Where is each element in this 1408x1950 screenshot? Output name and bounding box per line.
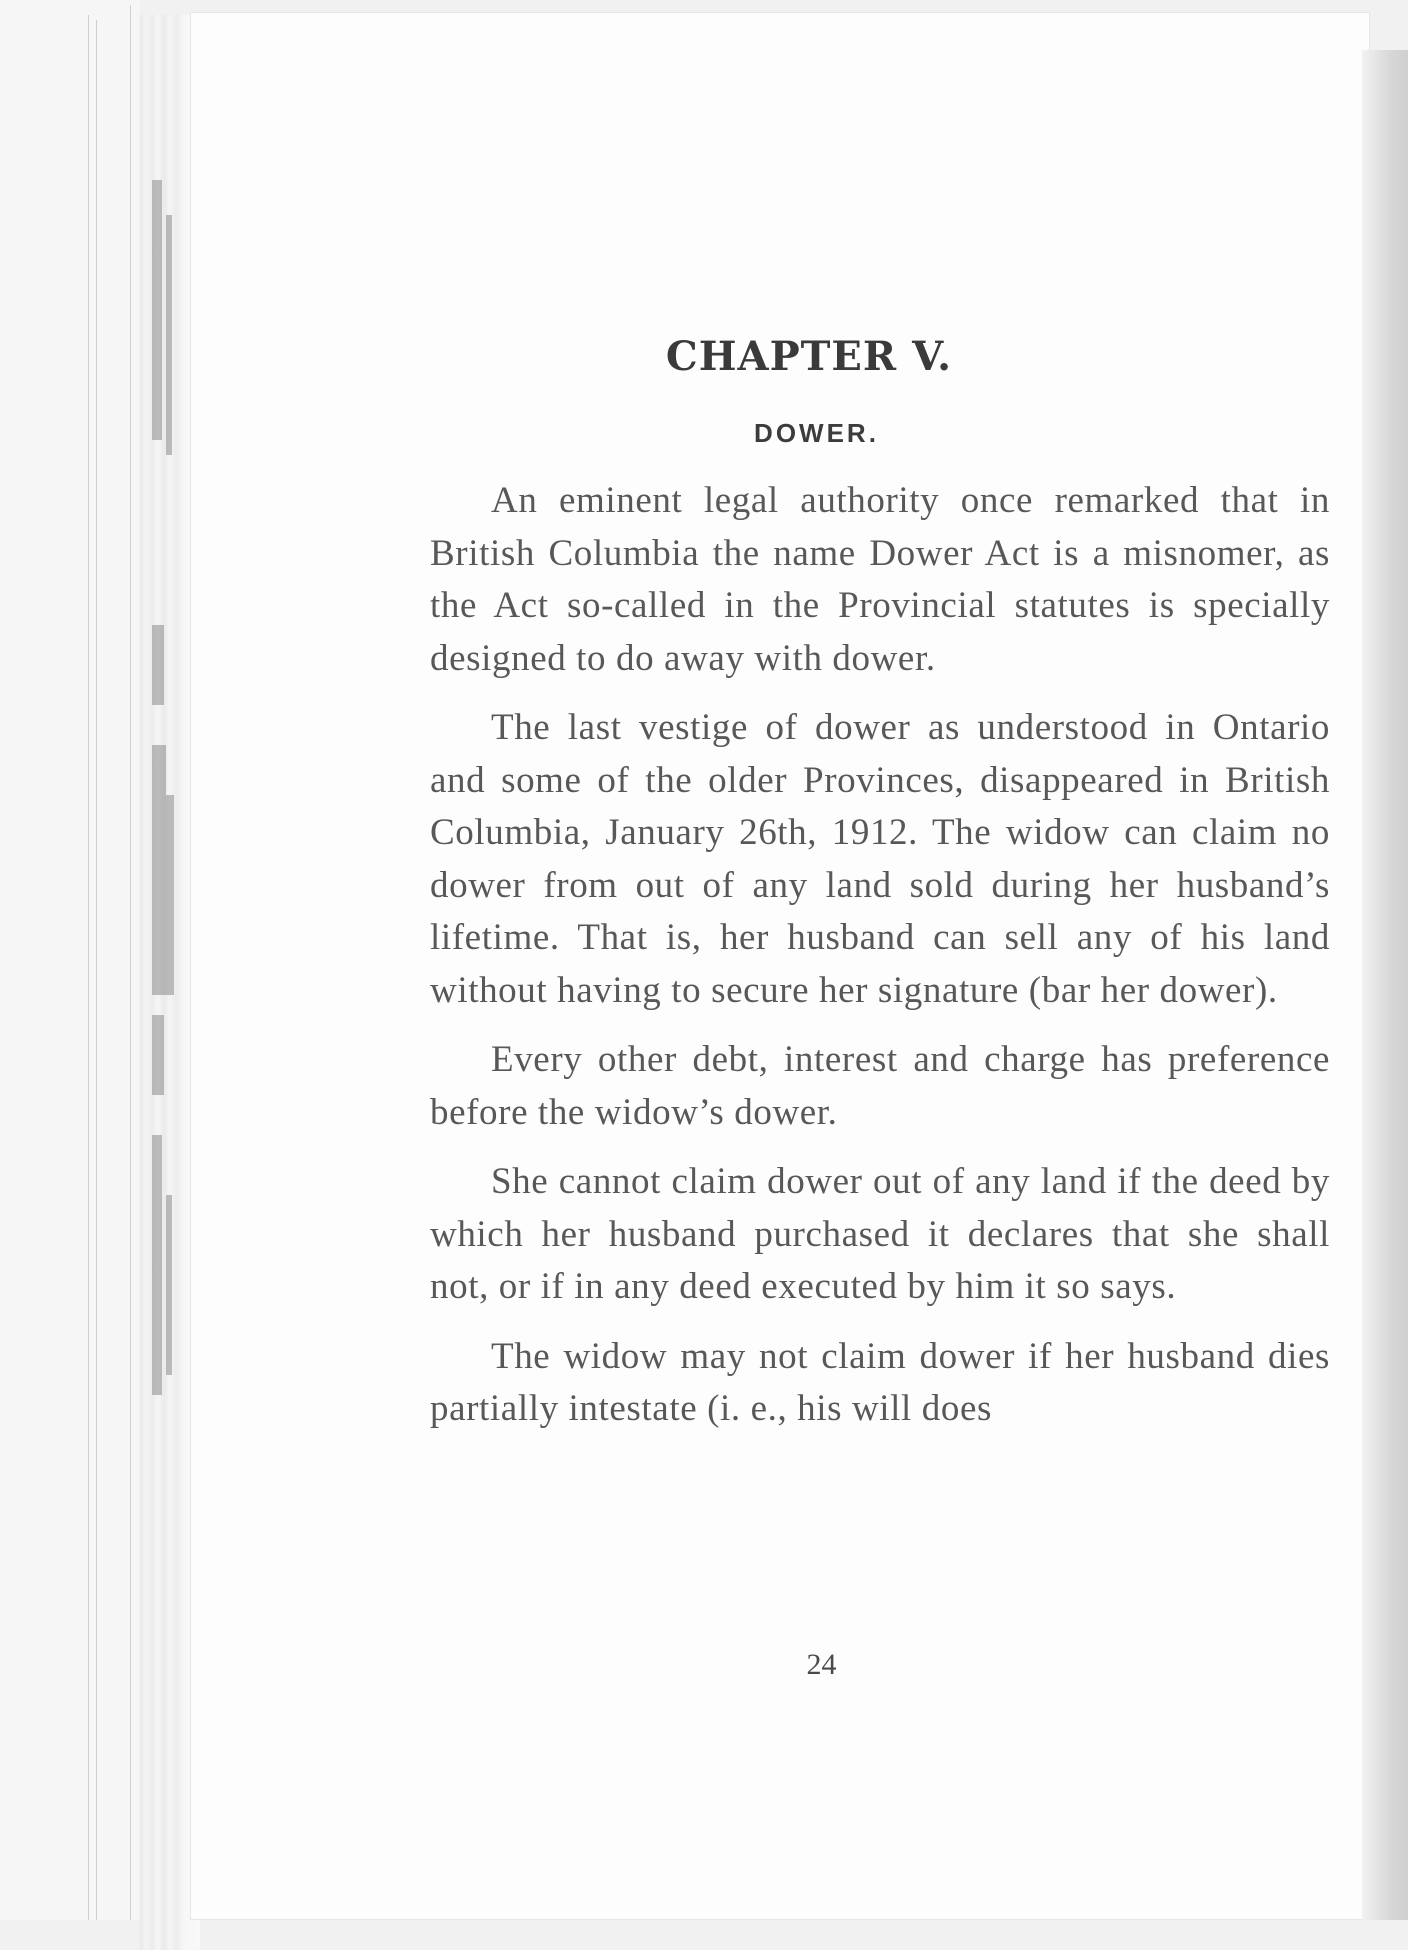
chapter-body — [430, 475, 1330, 1453]
chapter-subtitle: DOWER. — [754, 418, 879, 448]
paragraph: An eminent legal authority once remarked that in British Columbia the name Dower Act is a misnomer, as the Act so-called in the Provincial statutes is specially designed to do away with dower. — [430, 480, 1330, 679]
paragraph: The last vestige of dower as understood in Ontario and some of the older Provinces, disappeared in British Columbia, January 26th, 1912. The widow can claim no dower from out of any land sold during her husband’s lifetime. That is, her husband can sell any of his land without having to secure her signature (bar her dower). — [430, 707, 1330, 1011]
paragraph: The widow may not claim dower if her husband dies partially intestate (i. e., his will does — [430, 1335, 1330, 1429]
paragraph: Every other debt, interest and charge has preference before the widow’s dower. — [430, 1039, 1330, 1133]
page-number: 24 — [806, 1648, 837, 1681]
chapter-title: CHAPTER V. — [665, 333, 953, 380]
outer-book-edge — [0, 0, 140, 1920]
binding-shadow — [1362, 50, 1408, 1920]
paragraph: She cannot claim dower out of any land if the deed by which her husband purchased it declares that she shall not, or if in any deed executed by him it so says. — [430, 1161, 1330, 1307]
